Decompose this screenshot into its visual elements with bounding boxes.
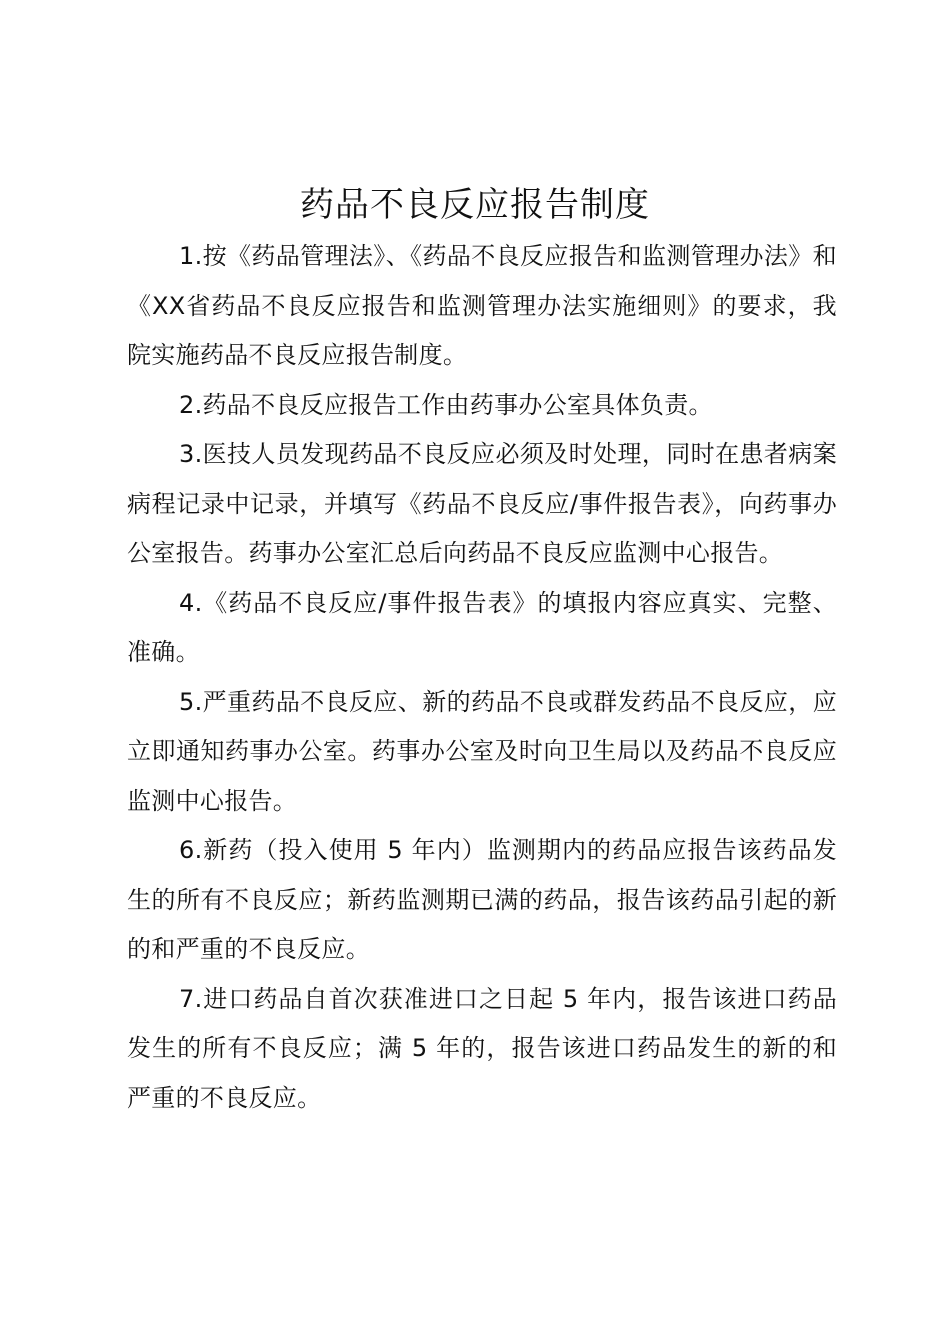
paragraph-2: 2.药品不良反应报告工作由药事办公室具体负责。 (179, 390, 713, 419)
paragraph-1: 1.按《药品管理法》、《药品不良反应报告和监测管理办法》和《XX省药品不良反应报告和监测管理办法实施细则》的要求，我院实施药品不良反应报告制度。 (127, 242, 837, 369)
paragraph-7: 7.进口药品自首次获准进口之日起 5 年内，报告该进口药品发生的所有不良反应；满 5 年的，报告该进口药品发生的新的和严重的不良反应。 (127, 984, 837, 1112)
paragraph-6: 6.新药（投入使用 5 年内）监测期内的药品应报告该药品发生的所有不良反应；新药监测期已满的药品，报告该药品引起的新的和严重的不良反应。 (127, 836, 837, 963)
document-title: 药品不良反应报告制度 (300, 185, 650, 225)
paragraph-3: 3.医技人员发现药品不良反应必须及时处理，同时在患者病案病程记录中记录，并填写《药品不良反应/事件报告表》，向药事办公室报告。药事办公室汇总后向药品不良反应监测中心报告。 (127, 440, 837, 567)
paragraph-5: 5.严重药品不良反应、新的药品不良或群发药品不良反应，应立即通知药事办公室。药事办公室及时向卫生局以及药品不良反应监测中心报告。 (127, 687, 837, 815)
document-body (127, 232, 837, 1123)
paragraph-4: 4.《药品不良反应/事件报告表》的填报内容应真实、完整、准确。 (127, 588, 837, 666)
